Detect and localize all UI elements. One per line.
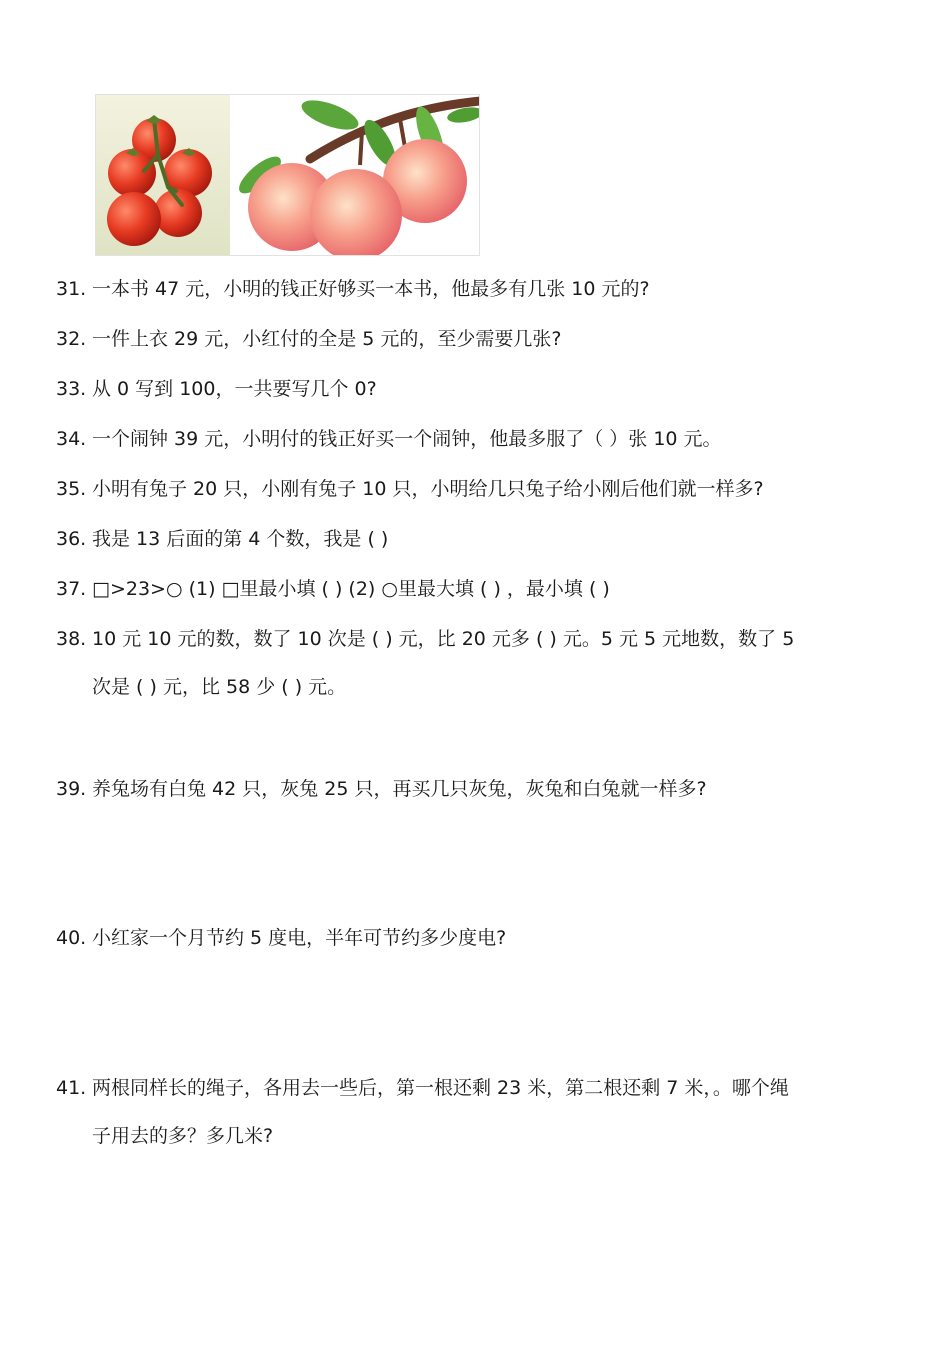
question-number: 39.: [56, 778, 87, 800]
question-number: 32.: [56, 328, 87, 350]
question-text: 一本书 47 元，小明的钱正好够买一本书，他最多有几张 10 元的?: [92, 278, 650, 300]
tomato-photo: [96, 95, 230, 255]
question-32: [56, 327, 562, 351]
question-text: 10 元 10 元的数，数了 10 次是 ( ) 元，比 20 元多 ( ) 元。5 元 5 元地数，数了 5: [92, 628, 795, 650]
question-text: 我是 13 后面的第 4 个数，我是 ( ): [92, 528, 389, 550]
question-number: 34.: [56, 428, 87, 450]
question-text: 一件上衣 29 元，小红付的全是 5 元的，至少需要几张?: [92, 328, 562, 350]
peach-branch-icon: [230, 95, 479, 255]
question-text: 两根同样长的绳子，各用去一些后，第一根还剩 23 米，第二根还剩 7 米，。哪个绳: [92, 1077, 789, 1099]
question-number: 40.: [56, 927, 87, 949]
question-number: 35.: [56, 478, 87, 500]
question-38: [56, 627, 794, 651]
tomato-bunch-icon: [96, 95, 230, 255]
question-41-continued: 子用去的多？多几米?: [92, 1125, 274, 1147]
question-text: 一个闹钟 39 元，小明付的钱正好买一个闹钟，他最多服了（ ）张 10 元。: [92, 428, 722, 450]
question-text: □>23>○ (1) □里最小填 ( ) (2) ○里最大填 ( ) ，最小填 ( ): [92, 578, 610, 600]
question-36: [56, 527, 388, 551]
question-35: [56, 477, 764, 501]
question-number: 31.: [56, 278, 87, 300]
peach-photo: [230, 95, 479, 255]
question-33: [56, 377, 377, 401]
question-text: 小明有兔子 20 只，小刚有兔子 10 只，小明给几只兔子给小刚后他们就一样多?: [92, 478, 764, 500]
question-number: 38.: [56, 628, 87, 650]
question-38-continued: 次是 ( ) 元，比 58 少 ( ) 元。: [92, 676, 347, 698]
question-34: [56, 427, 722, 451]
question-number: 37.: [56, 578, 87, 600]
fruit-illustration: [95, 94, 480, 256]
question-31: [56, 277, 650, 301]
question-37: [56, 577, 610, 601]
question-number: 36.: [56, 528, 87, 550]
question-39: [56, 777, 707, 801]
question-40: [56, 926, 506, 950]
question-number: 41.: [56, 1077, 87, 1099]
question-text: 养兔场有白兔 42 只，灰兔 25 只，再买几只灰兔，灰兔和白兔就一样多?: [92, 778, 707, 800]
question-number: 33.: [56, 378, 87, 400]
question-41: [56, 1076, 789, 1100]
question-text: 小红家一个月节约 5 度电，半年可节约多少度电?: [92, 927, 507, 949]
question-text: 从 0 写到 100，一共要写几个 0?: [92, 378, 377, 400]
